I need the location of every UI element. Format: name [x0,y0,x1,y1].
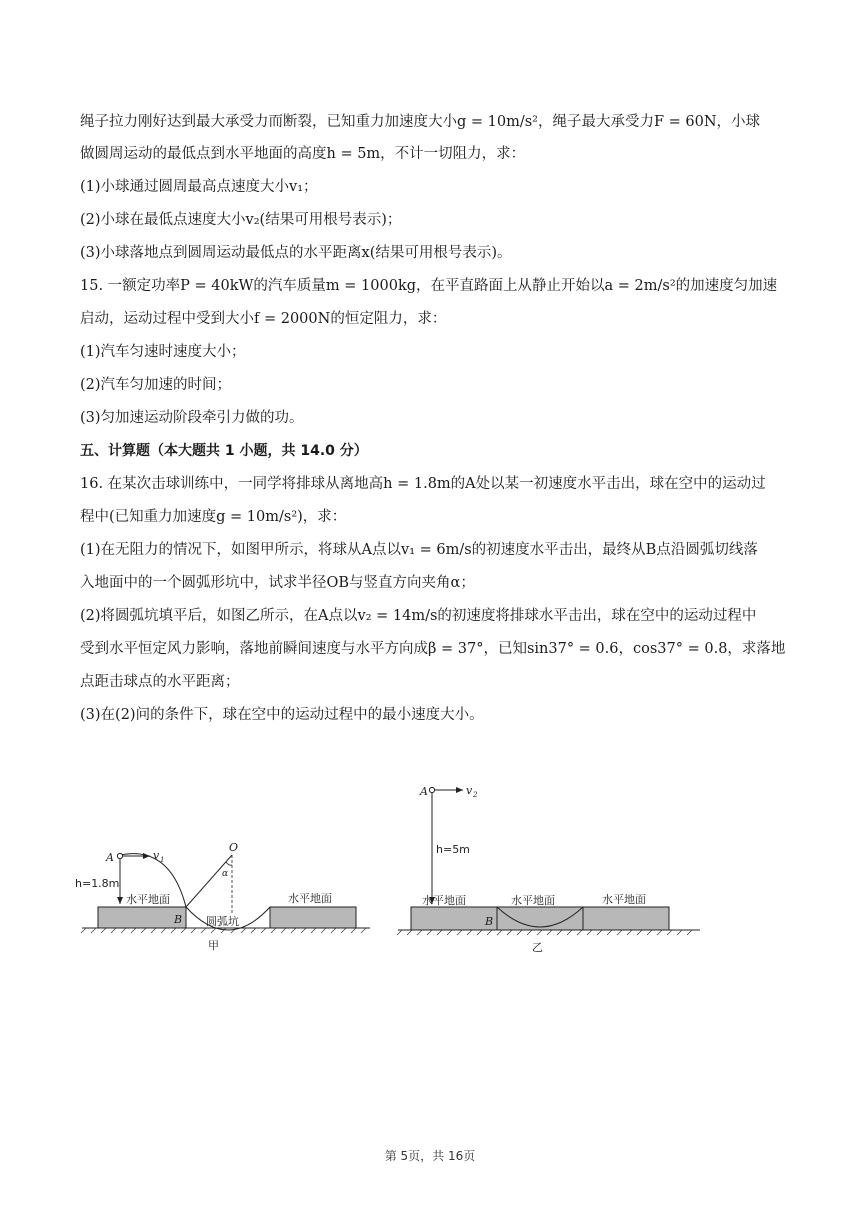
yi-ground-right [583,907,669,930]
jia-radius-ob [186,855,232,907]
yi-label-ground-left: 水平地面 [422,894,466,907]
jia-alpha-arc [226,862,232,865]
figure-yi [397,784,700,954]
q16-line-2: 程中(已知重力加速度g = 10m/s²)，求： [80,509,347,525]
jia-caption: 甲 [208,939,219,952]
jia-ground-left [98,907,186,928]
q15-part2: (2)汽车匀加速的时间； [80,377,232,393]
yi-caption: 乙 [532,941,543,954]
jia-label-a: A [106,851,114,864]
q16-part2-line-2: 受到水平恒定风力影响，落地前瞬间速度与水平方向成β = 37°，已知sin37° = 0.6，cos37° = 0.8，求落地 [80,641,786,657]
jia-label-o: O [229,841,239,854]
yi-label-b: B [485,915,494,928]
q16-part1-line-2: 入地面中的一个圆弧形坑中，试求半径OB与竖直方向夹角α； [80,575,475,591]
q15-part3: (3)匀加速运动阶段牵引力做的功。 [80,410,304,426]
q16-part2-line-3: 点距击球点的水平距离； [80,674,240,690]
q15-line-1: 15. 一额定功率P = 40kW的汽车质量m = 1000kg，在平直路面上从静止开始以a = 2m/s²的加速度匀加速 [80,278,778,294]
q16-part1-line-1: (1)在无阻力的情况下，如图甲所示，将球从A点以v₁ = 6m/s的初速度水平击出，最终从B点沿圆弧切线落 [80,542,758,558]
jia-ground-right [270,907,356,928]
yi-label-a: A [420,785,428,798]
q14-part1: (1)小球通过圆周最高点速度大小v₁； [80,179,318,195]
jia-label-ground-left: 水平地面 [126,893,170,906]
jia-hatching [81,928,366,933]
yi-label-ground-mid: 水平地面 [511,894,555,907]
yi-label-ground-right: 水平地面 [602,893,646,906]
jia-label-b: B [174,913,183,926]
page-footer: 第 5页，共 16页 [384,1149,476,1163]
text-line-2: 做圆周运动的最低点到水平地面的高度h = 5m，不计一切阻力，求： [80,146,526,162]
q16-part3: (3)在(2)问的条件下，球在空中的运动过程中的最小速度大小。 [80,707,484,723]
jia-label-height: h=1.8m [75,877,120,890]
figure-jia [75,841,370,952]
yi-label-height: h=5m [436,843,470,856]
yi-label-v2-sub: 2 [473,791,478,799]
yi-point-a [429,787,434,792]
text-line-1: 绳子拉力刚好达到最大承受力而断裂，已知重力加速度大小g = 10m/s²，绳子最大承受力F = 60N，小球 [80,114,761,130]
section-heading: 五、计算题（本大题共 1 小题，共 14.0 分） [80,443,368,459]
q16-line-1: 16. 在某次击球训练中，一同学将排球从离地高h = 1.8m的A处以某一初速度水平击出，球在空中的运动过 [80,476,766,492]
q14-part3: (3)小球落地点到圆周运动最低点的水平距离x(结果可用根号表示)。 [80,245,512,261]
q14-part2: (2)小球在最低点速度大小v₂(结果可用根号表示)； [80,212,402,228]
jia-label-ground-right: 水平地面 [288,892,332,905]
jia-label-v1: v [153,849,160,862]
q16-part2-line-1: (2)将圆弧坑填平后，如图乙所示，在A点以v₂ = 14m/s的初速度将排球水平击出，球在空中的运动过程中 [80,608,757,624]
yi-label-v2: v [466,784,473,797]
jia-label-pit: 圆弧坑 [206,915,239,928]
q15-line-2: 启动，运动过程中受到大小f = 2000N的恒定阻力，求： [80,311,447,327]
yi-hatching [397,930,692,935]
jia-point-a [117,853,122,858]
figures [70,775,710,965]
q15-part1: (1)汽车匀速时速度大小； [80,344,246,360]
jia-label-v1-sub: 1 [160,856,165,864]
jia-label-alpha: α [222,869,229,879]
